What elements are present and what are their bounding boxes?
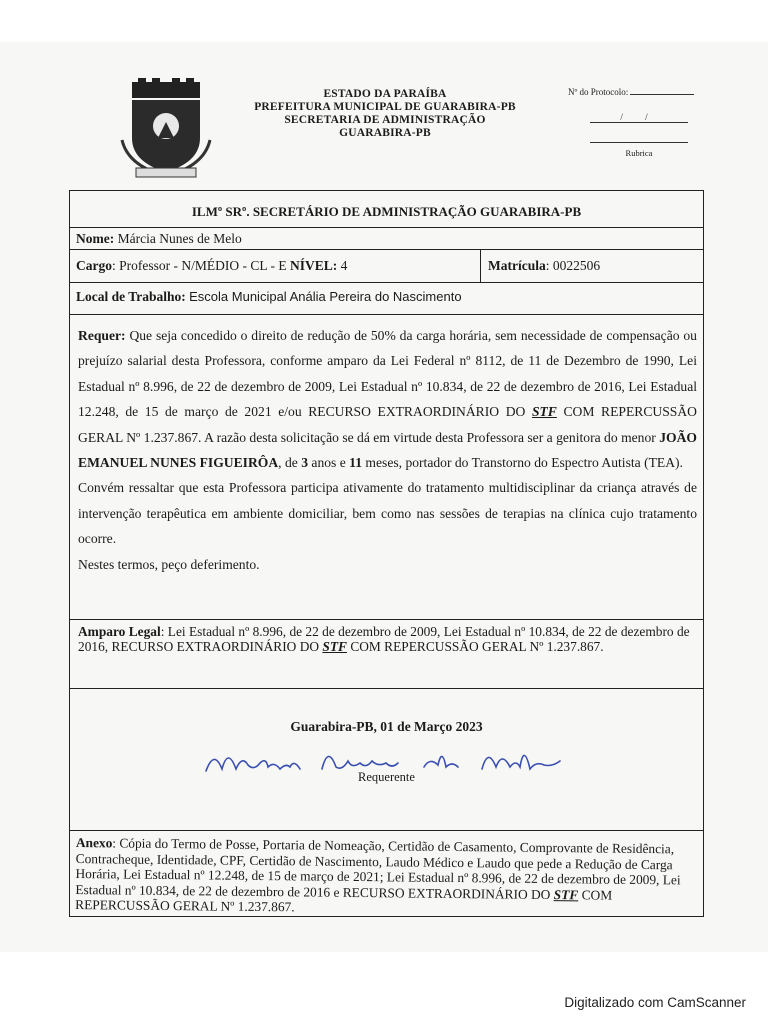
rubrica-label: Rubrica	[625, 148, 653, 158]
city-hall-name: PREFEITURA MUNICIPAL DE GUARABIRA-PB	[254, 101, 516, 113]
child-age-years: 3	[301, 455, 308, 471]
protocol-label: Nº do Protocolo:	[568, 87, 629, 97]
request-text-d: anos e	[311, 455, 346, 471]
child-name: JOÃO EMANUEL NUNES FIGUEIRÔA	[78, 429, 697, 471]
request-text-a: Que seja concedido o direito de redução de 50% da carga horária, sem necessidade de compensação ou prejuízo salarial desta Professora, conforme amparo da Lei Federal nº 8112, de 11 de Dezembro de 1990, Lei Estadual nº 8.996, de 22 de dezembro de 2009, Lei Estadual nº 10.834, de 22 de dezembro de 2016, Lei Estadual 12.248, de 15 de março de 2021 e/ou RECURSO EXTRAORDINÁRIO DO	[78, 328, 697, 420]
level-label: NÍVEL:	[289, 258, 338, 273]
registration-field	[488, 258, 600, 274]
attachments-section	[69, 831, 703, 923]
legal-basis-label: Amparo Legal	[78, 624, 161, 639]
request-paragraph-1	[78, 323, 697, 475]
protocol-date-line: / /	[590, 112, 688, 123]
child-age-months: 11	[349, 455, 363, 471]
attachments-label: Anexo	[75, 835, 113, 851]
form-title: ILMº SRº. SECRETÁRIO DE ADMINISTRAÇÃO GUARABIRA-PB	[70, 191, 703, 228]
name-row	[70, 228, 703, 250]
state-name: ESTADO DA PARAÍBA	[323, 88, 447, 100]
request-label: Requer:	[78, 328, 126, 343]
request-text-e: meses, portador do Transtorno do Espectro Autista (TEA).	[365, 455, 683, 471]
signature-section	[70, 689, 703, 831]
request-form	[69, 190, 704, 917]
request-text-c: , de	[278, 455, 298, 471]
registration-label: Matrícula	[488, 258, 546, 273]
workplace-row	[70, 283, 703, 315]
workplace-label: Local de Trabalho:	[76, 289, 186, 304]
applicant-label: Requerente	[358, 770, 415, 784]
request-closing: Nestes termos, peço deferimento.	[78, 556, 260, 572]
protocol-box	[568, 86, 708, 158]
registration-value: : 0022506	[545, 258, 601, 273]
name-label: Nome:	[76, 231, 115, 246]
secretariat-name: SECRETARIA DE ADMINISTRAÇÃO	[284, 114, 486, 126]
request-paragraph-2: Convém ressaltar que esta Professora participa ativamente do tratamento multidisciplinar da criança através de intervenção terapêutica em ambiente domiciliar, bem como nas sessões de terapias na clínica cujo tratamento ocorre.	[78, 480, 697, 547]
workplace-value: Escola Municipal Anália Pereira do Nascimento	[189, 289, 462, 304]
attachments-text-b: COM REPERCUSSÃO GERAL Nº 1.237.867.	[75, 886, 613, 915]
request-text-b: COM REPERCUSSÃO GERAL Nº 1.237.867. A razão desta solicitação se dá em virtude desta Professora ser a genitora do menor	[78, 404, 697, 445]
attachments-text-a: : Cópia do Termo de Posse, Portaria de Nomeação, Certidão de Casamento, Comprovante de Residência, Contracheque, Identidade, CPF, Certidão de Nascimento, Laudo Médico e Laudo que pede a Redução de Carga Horária, Lei Estadual nº 12.248, de 15 de março de 2021; Lei Estadual nº 8.996, de 22 de dezembro de 2009, Lei Estadual nº 10.834, de 22 de dezembro de 2016 e RECURSO EXTRAORDINÁRIO DO	[75, 835, 681, 902]
legal-basis-section	[70, 620, 703, 689]
scanner-watermark: Digitalizado com CamScanner	[564, 995, 746, 1010]
stf-emphasis: STF	[553, 886, 579, 902]
legal-basis-text-a: : Lei Estadual nº 8.996, de 22 de dezembro de 2009, Lei Estadual nº 10.834, de 22 de dezembro de 2016, RECURSO EXTRAORDINÁRIO DO	[78, 624, 690, 654]
request-section	[70, 315, 703, 620]
letterhead	[230, 88, 540, 140]
place-and-date: Guarabira-PB, 01 de Março 2023	[290, 719, 483, 734]
stf-emphasis: STF	[531, 404, 557, 420]
level-value: 4	[340, 258, 348, 273]
position-value: : Professor - N/MÉDIO - CL - E	[112, 258, 287, 273]
position-label: Cargo	[76, 258, 112, 273]
legal-basis-text-b: COM REPERCUSSÃO GERAL Nº 1.237.867.	[350, 639, 604, 654]
rubrica-line	[590, 142, 688, 143]
position-row	[70, 250, 703, 283]
city-name: GUARABIRA-PB	[339, 127, 431, 139]
name-value: Márcia Nunes de Melo	[117, 231, 242, 246]
row-divider	[480, 250, 481, 282]
protocol-number-line	[630, 86, 694, 95]
stf-emphasis: STF	[322, 639, 347, 654]
municipal-crest-logo	[118, 76, 214, 180]
